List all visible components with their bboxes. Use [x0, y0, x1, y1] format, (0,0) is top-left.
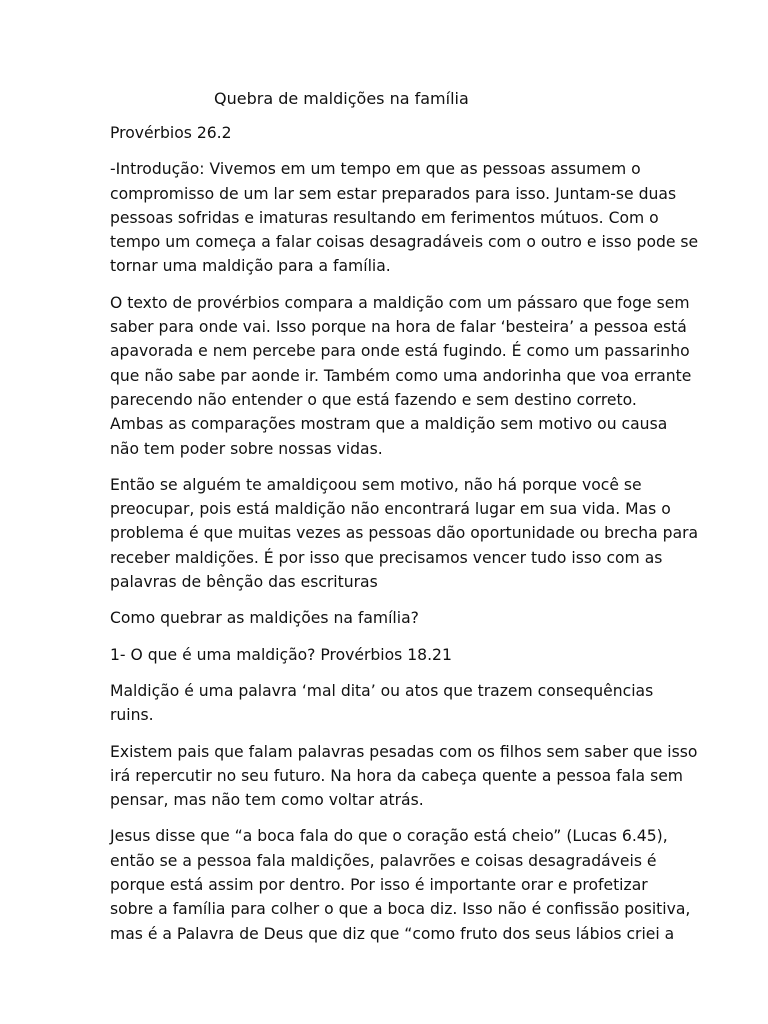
- text-line: O texto de provérbios compara a maldição com um pássaro que foge sem: [110, 293, 690, 312]
- text-line: 1- O que é uma maldição? Provérbios 18.21: [110, 645, 452, 664]
- text-line: então se a pessoa fala maldições, palavrões e coisas desagradáveis é: [110, 851, 657, 870]
- text-line: receber maldições. É por isso que precisamos vencer tudo isso com as: [110, 548, 663, 567]
- text-line: -Introdução: Vivemos em um tempo em que as pessoas assumem o: [110, 160, 641, 179]
- text-line: mas é a Palavra de Deus que diz que “como fruto dos seus lábios criei a: [110, 924, 675, 943]
- paragraph: [110, 606, 670, 630]
- paragraph: [110, 157, 699, 278]
- text-line: Como quebrar as maldições na família?: [110, 609, 419, 628]
- text-line: tempo um começa a falar coisas desagradáveis com o outro e isso pode se: [110, 233, 699, 252]
- text-line: apavorada e nem percebe para onde está fugindo. É como um passarinho: [110, 342, 690, 361]
- text-line: Então se alguém te amaldiçoou sem motivo, não há porque você se: [110, 475, 642, 494]
- paragraph: [110, 291, 692, 461]
- text-line: parecendo não entender o que está fazendo e sem destino correto.: [110, 390, 637, 409]
- paragraph: [110, 643, 670, 667]
- paragraph: [110, 473, 699, 594]
- text-line: saber para onde vai. Isso porque na hora de falar ‘besteira’ a pessoa está: [110, 318, 687, 337]
- text-line: preocupar, pois está maldição não encontrará lugar em sua vida. Mas o: [110, 500, 671, 519]
- text-line: Existem pais que falam palavras pesadas com os filhos sem saber que isso: [110, 742, 698, 761]
- text-line: pessoas sofridas e imaturas resultando em ferimentos mútuos. Com o: [110, 208, 659, 227]
- text-line: Jesus disse que “a boca fala do que o coração está cheio” (Lucas 6.45),: [110, 827, 668, 846]
- text-line: que não sabe par aonde ir. Também como uma andorinha que voa errante: [110, 366, 692, 385]
- paragraph: [110, 824, 691, 945]
- document-title: Quebra de maldições na família: [214, 89, 469, 108]
- text-line: tornar uma maldição para a família.: [110, 257, 391, 276]
- document-body: [110, 121, 699, 946]
- text-line: compromisso de um lar sem estar preparados para isso. Juntam-se duas: [110, 184, 677, 203]
- text-line: ruins.: [110, 706, 154, 725]
- text-line: pensar, mas não tem como voltar atrás.: [110, 791, 424, 810]
- text-line: Provérbios 26.2: [110, 124, 232, 142]
- paragraph: [110, 679, 670, 728]
- text-line: palavras de bênção das escrituras: [110, 573, 378, 592]
- text-line: problema é que muitas vezes as pessoas dão oportunidade ou brecha para: [110, 524, 699, 543]
- text-line: não tem poder sobre nossas vidas.: [110, 439, 383, 458]
- text-line: irá repercutir no seu futuro. Na hora da cabeça quente a pessoa fala sem: [110, 766, 683, 785]
- text-line: Maldição é uma palavra ‘mal dita’ ou atos que trazem consequências: [110, 681, 654, 700]
- text-line: porque está assim por dentro. Por isso é importante orar e profetizar: [110, 876, 648, 895]
- paragraph: [110, 121, 670, 145]
- document-page: [110, 87, 699, 958]
- text-line: Ambas as comparações mostram que a maldição sem motivo ou causa: [110, 415, 668, 434]
- paragraph: [110, 740, 698, 813]
- text-line: sobre a família para colher o que a boca diz. Isso não é confissão positiva,: [110, 900, 691, 919]
